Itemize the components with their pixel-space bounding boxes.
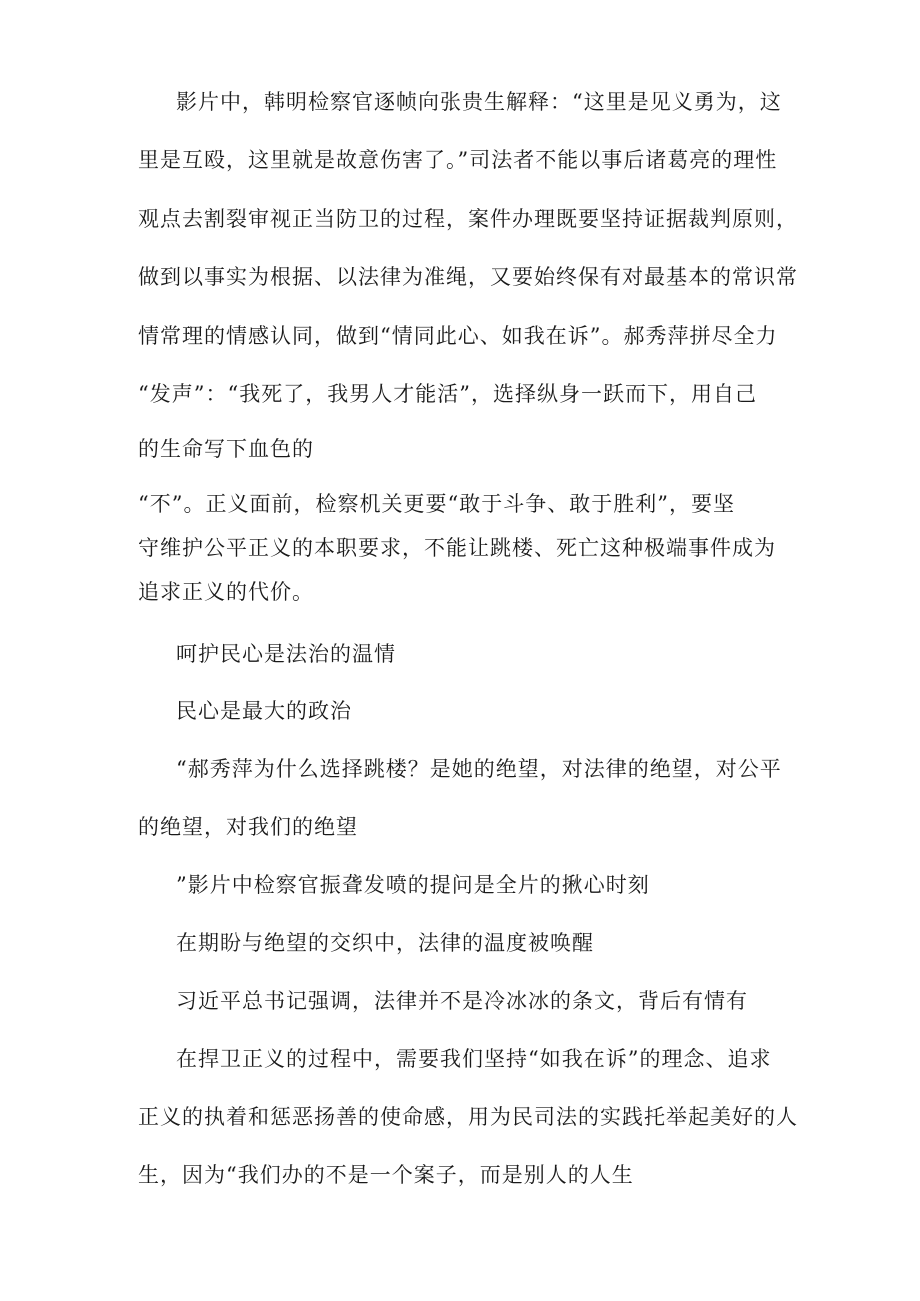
text-line: 的生命写下血色的 (138, 437, 314, 461)
text-line: 正义的执着和惩恶扬善的使命感，用为民司法的实践托举起美好的人 (138, 1105, 798, 1129)
text-line: 民心是最大的政治 (176, 699, 352, 723)
text-line: 追求正义的代价。 (138, 580, 314, 604)
text-line: 守维护公平正义的本职要求，不能让跳楼、死亡这种极端事件成为 (138, 536, 776, 560)
text-line: 的绝望，对我们的绝望 (138, 815, 358, 839)
text-line: “发声”：“我死了，我男人才能活”，选择纵身一跃而下，用自己 (138, 382, 757, 406)
text-line: 里是互殴，这里就是故意伤害了。”司法者不能以事后诸葛亮的理性 (138, 148, 778, 172)
text-line: “不”。正义面前，检察机关更要“敢于斗争、敢于胜利”，要坚 (138, 492, 735, 516)
text-line: 习近平总书记强调，法律并不是冷冰冰的条文，背后有情有 (176, 989, 748, 1013)
text-line: 生，因为“我们办的不是一个案子，而是别人的人生 (138, 1163, 634, 1187)
text-line: 情常理的情感认同，做到“情同此心、如我在诉”。郝秀萍拼尽全力 (138, 324, 778, 348)
text-line: 影片中，韩明检察官逐帧向张贵生解释：“这里是见义勇为，这 (176, 90, 782, 114)
section-heading: 呵护民心是法治的温情 (176, 642, 396, 666)
text-line: 在期盼与绝望的交织中，法律的温度被唤醒 (176, 931, 594, 955)
text-line: 在捍卫正义的过程中，需要我们坚持“如我在诉”的理念、追求 (176, 1047, 772, 1071)
text-line: ”影片中检察官振聋发喷的提问是全片的揪心时刻 (176, 873, 650, 897)
text-line: 观点去割裂审视正当防卫的过程，案件办理既要坚持证据裁判原则， (138, 207, 798, 231)
text-line: “郝秀萍为什么选择跳楼？是她的绝望，对法律的绝望，对公平 (176, 757, 782, 781)
text-line: 做到以事实为根据、以法律为准绳，又要始终保有对最基本的常识常 (138, 265, 798, 289)
